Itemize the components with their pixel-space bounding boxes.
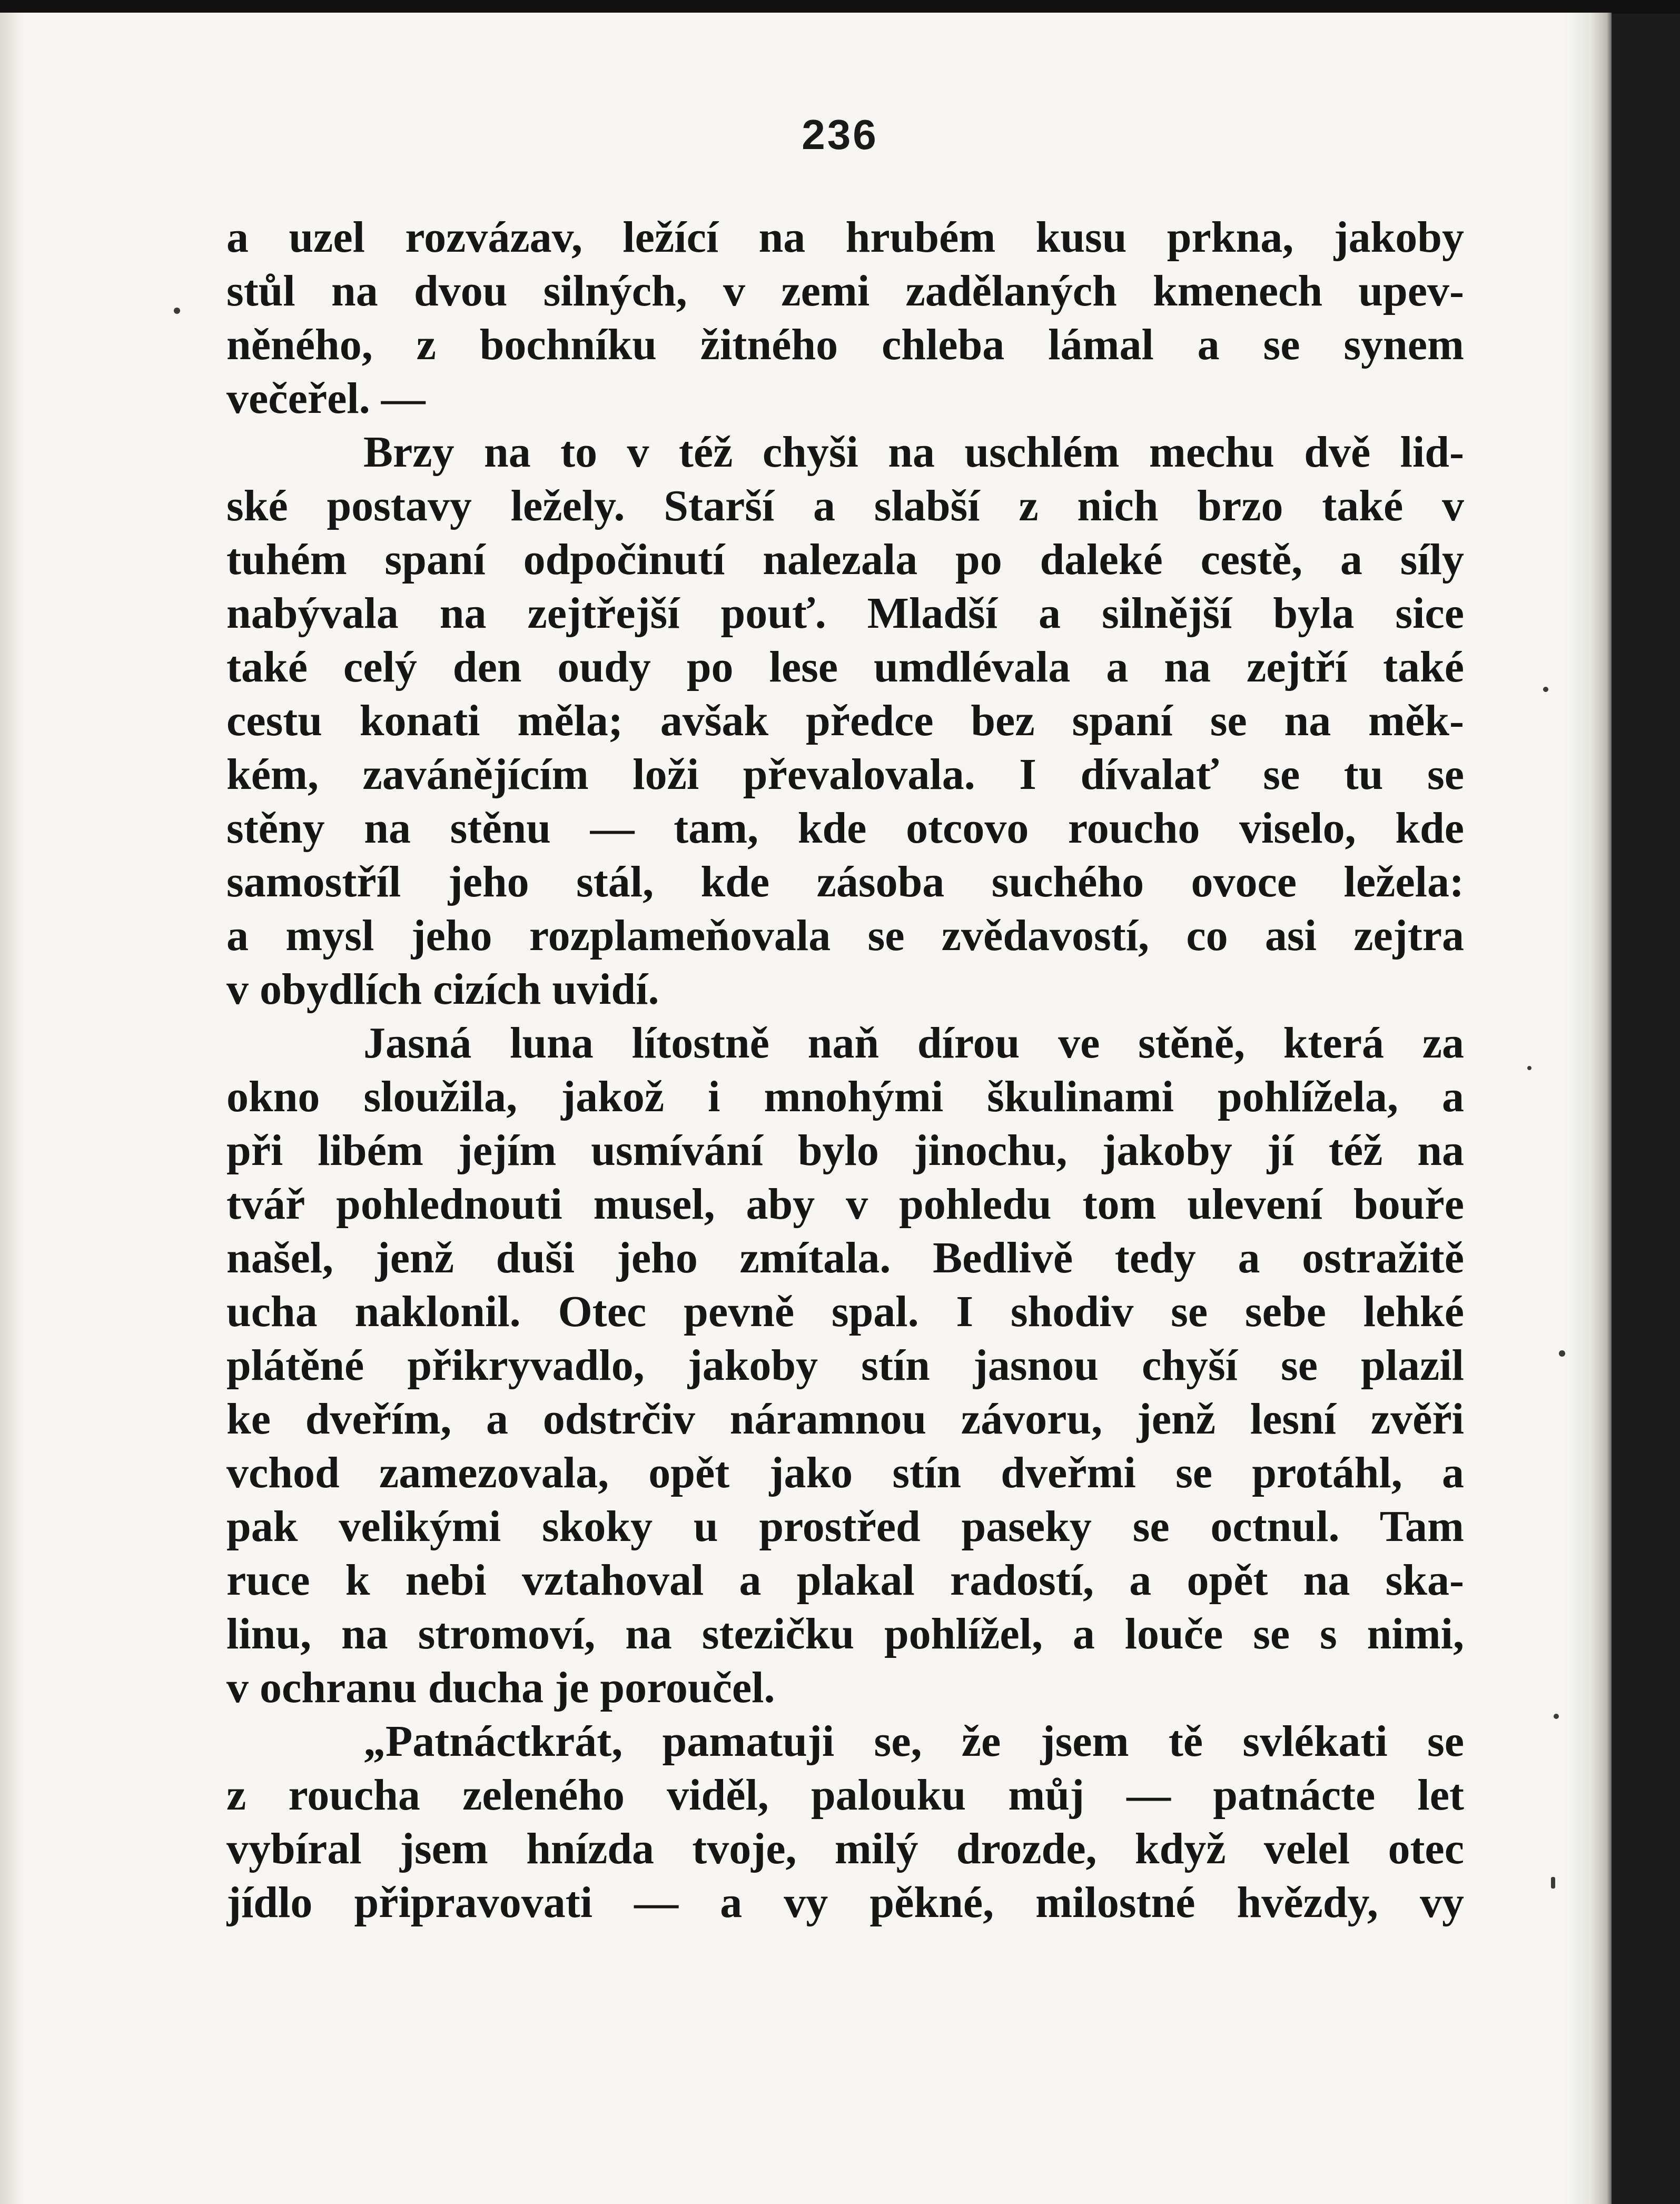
text-line: vchod zamezovala, opět jako stín dveřmi se protáhl, a <box>226 1448 1464 1497</box>
text-line: ke dveřím, a odstrčiv náramnou závoru, jenž lesní zvěři <box>226 1395 1464 1444</box>
print-speck <box>1559 1350 1565 1357</box>
text-line: při libém jejím usmívání bylo jinochu, jakoby jí též na <box>226 1126 1464 1175</box>
text-line: nabývala na zejtřejší pouť. Mladší a silnější byla sice <box>226 589 1464 638</box>
text-line: také celý den oudy po lese umdlévala a na zejtří také <box>226 643 1464 691</box>
page-gutter-shadow <box>1564 13 1612 2204</box>
text-line: okno sloužila, jakož i mnohými škulinami pohlížela, a <box>226 1072 1464 1121</box>
text-line: stěny na stěnu — tam, kde otcovo roucho viselo, kde <box>226 804 1464 853</box>
page-left-edge <box>0 13 23 2204</box>
text-line: tvář pohlednouti musel, aby v pohledu tom ulevení bouře <box>226 1180 1464 1229</box>
text-line: jídlo připravovati — a vy pěkné, milostné hvězdy, vy <box>226 1878 1464 1927</box>
text-line: vybíral jsem hnízda tvoje, milý drozde, když velel otec <box>226 1824 1464 1873</box>
text-line: Brzy na to v též chyši na uschlém mechu dvě lid- <box>363 428 1464 477</box>
text-line: v obydlích cizích uvidí. <box>226 965 659 1014</box>
text-line: stůl na dvou silných, v zemi zadělaných kmenech upev- <box>226 266 1464 315</box>
scan-top-edge <box>0 0 1680 14</box>
print-speck <box>1554 1714 1559 1719</box>
text-line: a mysl jeho rozplameňovala se zvědavostí, co asi zejtra <box>226 911 1464 960</box>
text-line: ucha naklonil. Otec pevně spal. I shodiv se sebe lehké <box>226 1287 1464 1336</box>
page-number: 236 <box>802 111 878 158</box>
text-line: plátěné přikryvadlo, jakoby stín jasnou chyší se plazil <box>226 1341 1464 1390</box>
text-line: kém, zavánějícím loži převalovala. I dívalať se tu se <box>226 750 1464 799</box>
print-speck <box>1527 1066 1531 1070</box>
text-line: cestu konati měla; avšak předce bez spaní se na měk- <box>226 696 1464 745</box>
text-line: tuhém spaní odpočinutí nalezala po daleké cestě, a síly <box>226 535 1464 584</box>
text-line: v ochranu ducha je poroučel. <box>226 1663 775 1712</box>
text-line: večeřel. — <box>226 374 426 423</box>
text-line: z roucha zeleného viděl, palouku můj — patnácte let <box>226 1771 1464 1820</box>
text-line: ské postavy ležely. Starší a slabší z nich brzo také v <box>226 481 1464 530</box>
text-line: našel, jenž duši jeho zmítala. Bedlivě tedy a ostražitě <box>226 1233 1464 1282</box>
text-line: ruce k nebi vztahoval a plakal radostí, a opět na ska- <box>226 1556 1464 1605</box>
text-line: linu, na stromoví, na stezičku pohlížel, a louče se s nimi, <box>226 1609 1464 1658</box>
print-speck <box>1543 687 1548 692</box>
text-line: samostříl jeho stál, kde zásoba suchého ovoce ležela: <box>226 857 1464 906</box>
text-line: „Patnáctkrát, pamatuji se, že jsem tě svlékati se <box>363 1717 1464 1766</box>
text-line: něného, z bochníku žitného chleba lámal a se synem <box>226 320 1464 369</box>
text-line: Jasná luna lítostně naň dírou ve stěně, která za <box>363 1019 1464 1068</box>
text-line: pak velikými skoky u prostřed paseky se octnul. Tam <box>226 1502 1464 1551</box>
text-line: a uzel rozvázav, ležící na hrubém kusu prkna, jakoby <box>226 213 1464 262</box>
print-speck <box>1551 1877 1555 1889</box>
print-speck <box>174 308 180 314</box>
body-text <box>226 211 1464 1930</box>
